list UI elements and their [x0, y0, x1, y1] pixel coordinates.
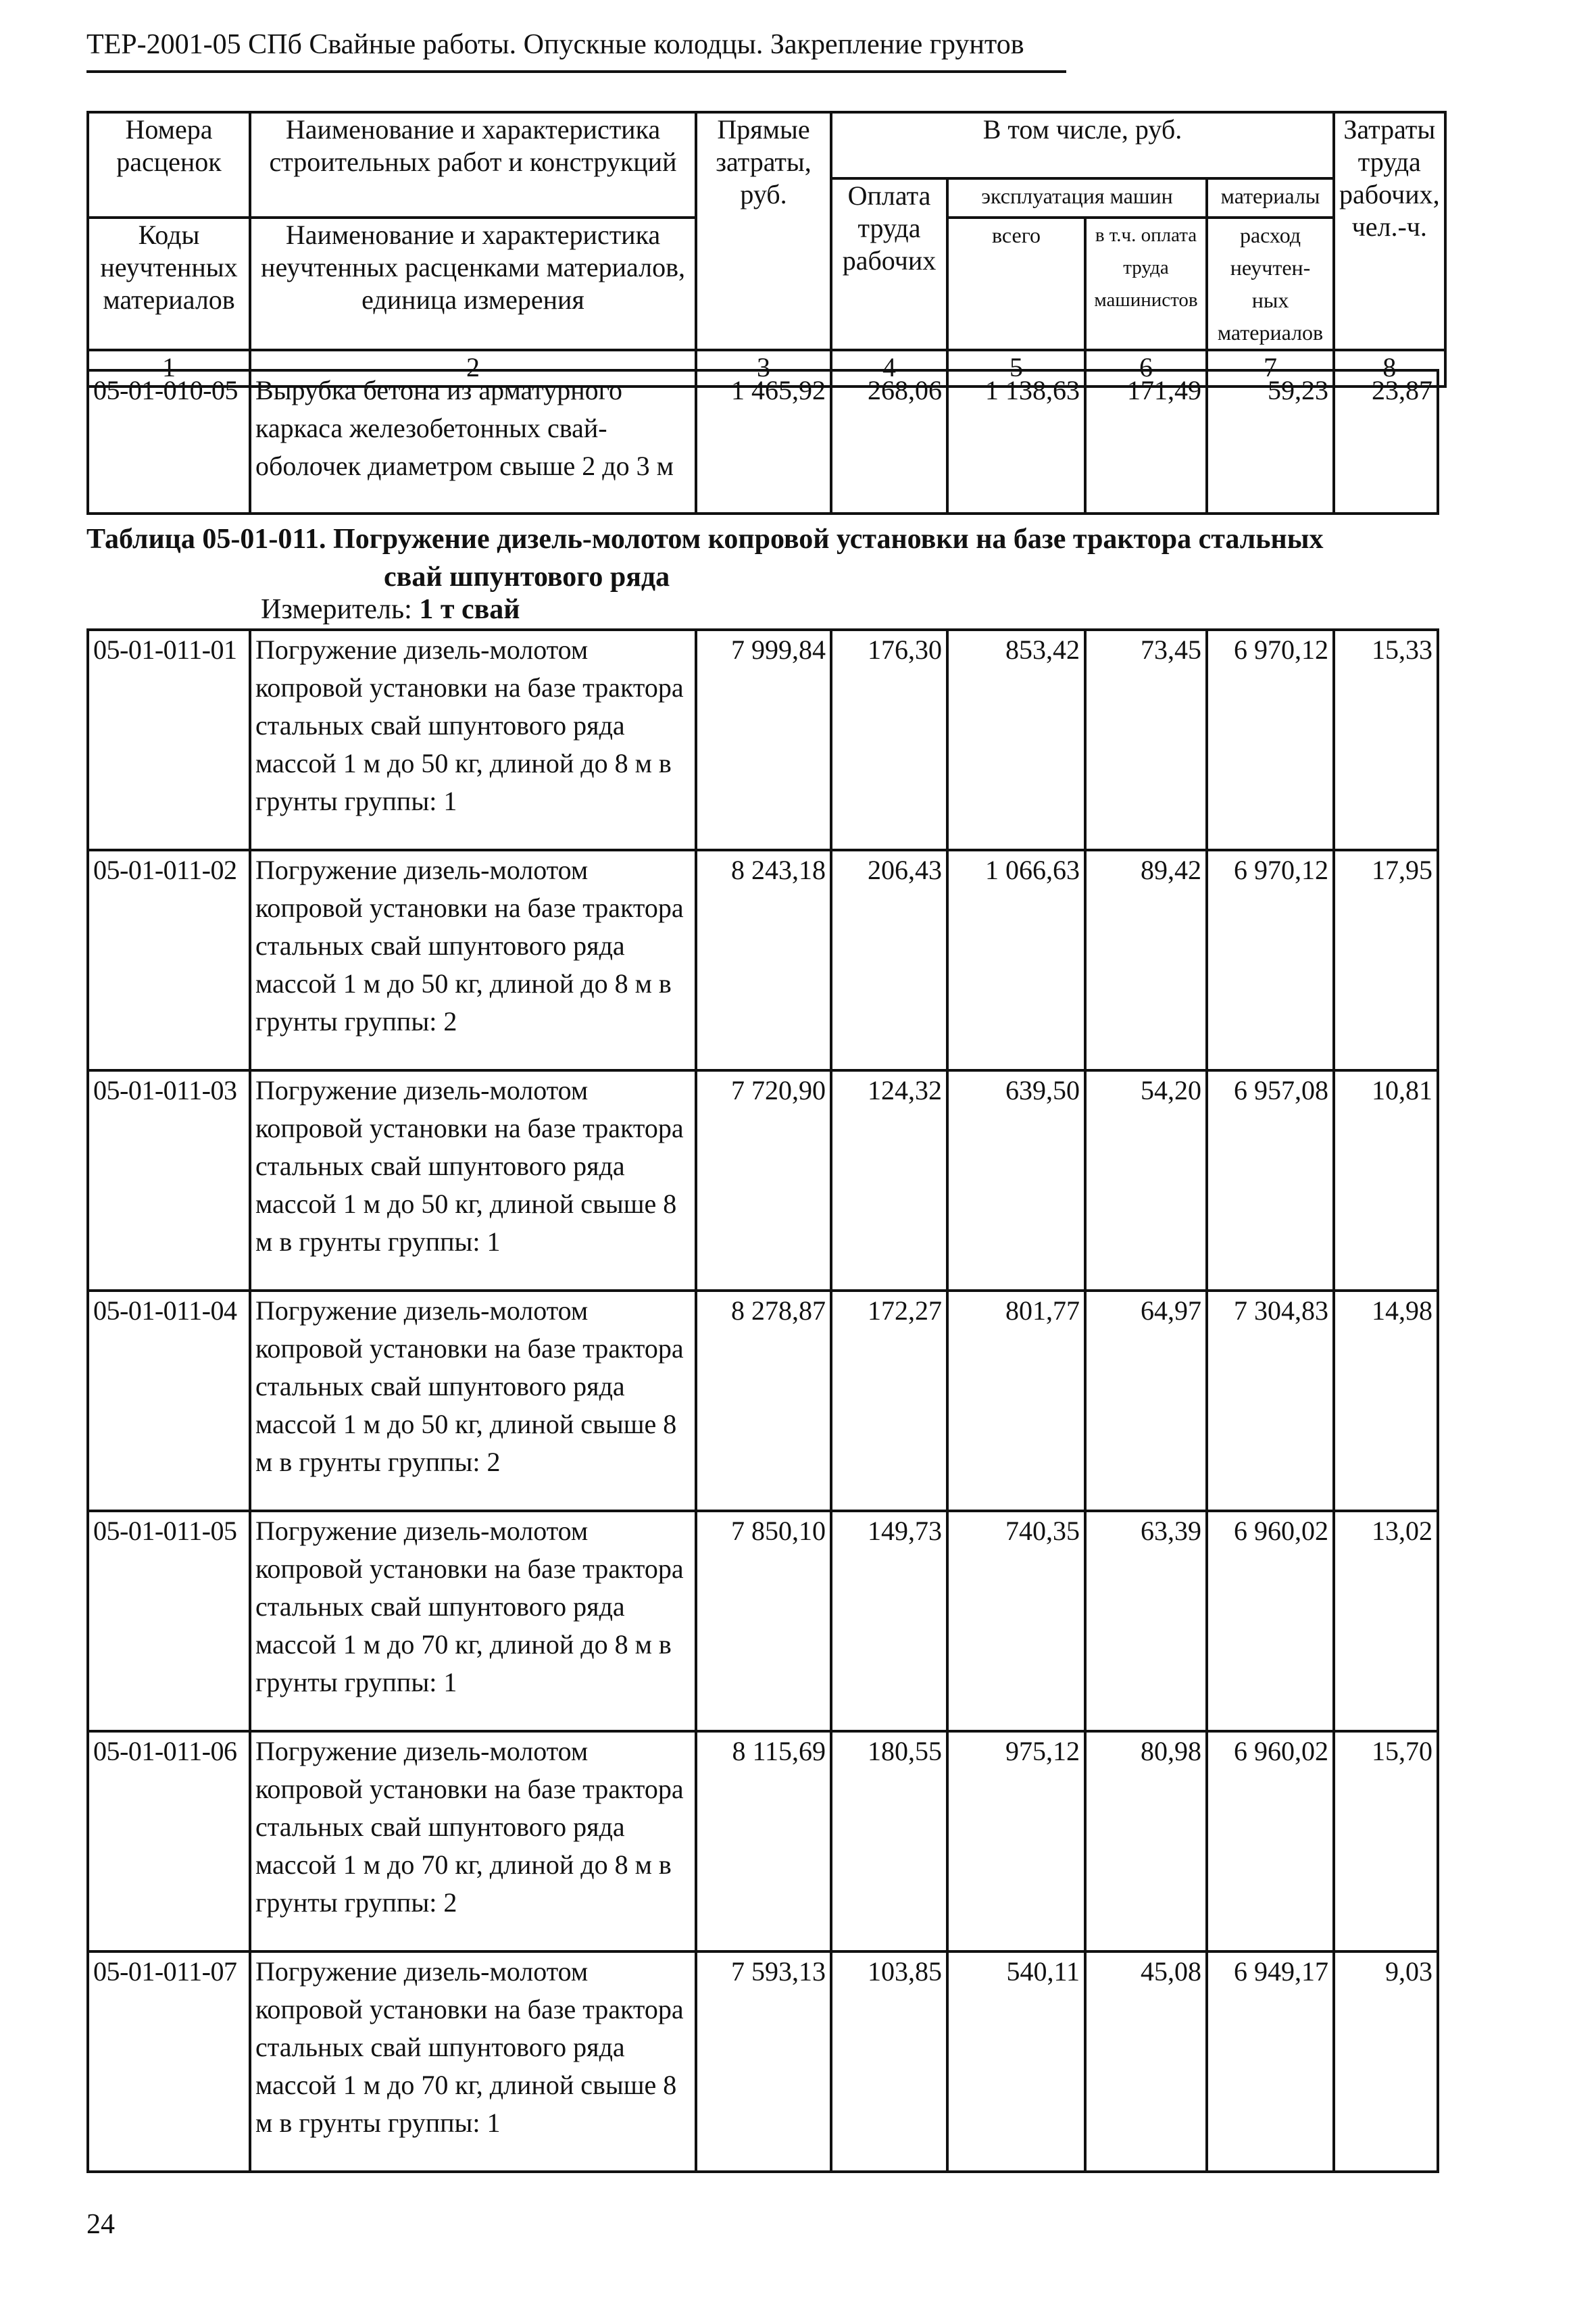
- rate-description: Погружение дизель-молотом копровой установки на базе трактора стальных свай шпунтового ряда массой 1 м до 50 кг, длиной до 8 м в грунты группы: 2: [250, 850, 696, 1070]
- rate-description: Погружение дизель-молотом копровой установки на базе трактора стальных свай шпунтового ряда массой 1 м до 70 кг, длиной до 8 м в грунты группы: 2: [250, 1731, 696, 1951]
- materials-value: 59,23: [1207, 370, 1334, 514]
- labor-value: 15,70: [1334, 1731, 1438, 1951]
- direct-costs-value: 8 278,87: [696, 1291, 831, 1511]
- direct-costs-value: 8 115,69: [696, 1731, 831, 1951]
- machinist-wages-value: 89,42: [1085, 850, 1207, 1070]
- direct-costs-value: 8 243,18: [696, 850, 831, 1070]
- materials-value: 6 960,02: [1207, 1731, 1334, 1951]
- materials-value: 6 970,12: [1207, 630, 1334, 850]
- labor-value: 9,03: [1334, 1951, 1438, 2172]
- materials-value: 7 304,83: [1207, 1291, 1334, 1511]
- page-number: 24: [86, 2209, 115, 2240]
- col-num-1: 1: [88, 350, 250, 387]
- direct-costs-value: 7 593,13: [696, 1951, 831, 2172]
- col-machinist-wages: в т.ч. оплата труда машинистов: [1085, 218, 1207, 350]
- machines-value: 1 066,63: [947, 850, 1085, 1070]
- machinist-wages-value: 63,39: [1085, 1511, 1207, 1731]
- table-title-line2: свай шпунтового ряда: [384, 562, 670, 593]
- rate-code: 05-01-011-05: [88, 1511, 250, 1731]
- col-machines: эксплуатация машин: [947, 178, 1207, 218]
- machinist-wages-value: 54,20: [1085, 1070, 1207, 1291]
- col-num-4: 4: [831, 350, 947, 387]
- rate-description: Вырубка бетона из арматурного каркаса железобетонных свай-оболочек диаметром свыше 2 до 3 м: [250, 370, 696, 514]
- machines-value: 975,12: [947, 1731, 1085, 1951]
- col-materials-unaccounted: расход неучтен-ных материалов: [1207, 218, 1334, 350]
- materials-value: 6 960,02: [1207, 1511, 1334, 1731]
- rate-code: 05-01-011-06: [88, 1731, 250, 1951]
- table-row: [88, 1070, 1438, 1291]
- col-num-3: 3: [696, 350, 831, 387]
- wages-value: 103,85: [831, 1951, 947, 2172]
- rate-description: Погружение дизель-молотом копровой установки на базе трактора стальных свай шпунтового ряда массой 1 м до 70 кг, длиной до 8 м в грунты группы: 1: [250, 1511, 696, 1731]
- rate-code: 05-01-011-04: [88, 1291, 250, 1511]
- col-direct-costs: Прямые затраты, руб.: [696, 112, 831, 350]
- col-codes-materials: Коды неучтенных материалов: [88, 218, 250, 350]
- machines-value: 740,35: [947, 1511, 1085, 1731]
- machinist-wages-value: 64,97: [1085, 1291, 1207, 1511]
- document-header: ТЕР-2001-05 СПб Свайные работы. Опускные колодцы. Закрепление грунтов: [86, 27, 1066, 73]
- col-num-5: 5: [947, 350, 1085, 387]
- rate-code: 05-01-010-05: [88, 370, 250, 514]
- machines-value: 801,77: [947, 1291, 1085, 1511]
- table-row: [88, 850, 1438, 1070]
- machines-value: 540,11: [947, 1951, 1085, 2172]
- wages-value: 180,55: [831, 1731, 947, 1951]
- col-name-materials: Наименование и характеристика неучтенных расценками материалов, единица измерения: [250, 218, 696, 350]
- table-title-line1: Таблица 05-01-011. Погружение дизель-молотом копровой установки на базе трактора стальных: [86, 524, 1324, 555]
- wages-value: 149,73: [831, 1511, 947, 1731]
- col-num-6: 6: [1085, 350, 1207, 387]
- wages-value: 172,27: [831, 1291, 947, 1511]
- materials-value: 6 970,12: [1207, 850, 1334, 1070]
- direct-costs-value: 7 850,10: [696, 1511, 831, 1731]
- materials-value: 6 957,08: [1207, 1070, 1334, 1291]
- col-materials: материалы: [1207, 178, 1334, 218]
- labor-value: 10,81: [1334, 1070, 1438, 1291]
- table-row: [88, 630, 1438, 850]
- machinist-wages-value: 171,49: [1085, 370, 1207, 514]
- col-num-8: 8: [1334, 350, 1445, 387]
- table-title: [86, 520, 1370, 596]
- machines-value: 853,42: [947, 630, 1085, 850]
- previous-rate-table: [86, 369, 1439, 515]
- labor-value: 23,87: [1334, 370, 1438, 514]
- machinist-wages-value: 45,08: [1085, 1951, 1207, 2172]
- rate-code: 05-01-011-03: [88, 1070, 250, 1291]
- column-header-table: [86, 111, 1447, 388]
- labor-value: 13,02: [1334, 1511, 1438, 1731]
- col-wages: Оплата труда рабочих: [831, 178, 947, 350]
- col-including: В том числе, руб.: [831, 112, 1334, 178]
- direct-costs-value: 7 999,84: [696, 630, 831, 850]
- rate-description: Погружение дизель-молотом копровой установки на базе трактора стальных свай шпунтового ряда массой 1 м до 50 кг, длиной свыше 8 м в грунты группы: 2: [250, 1291, 696, 1511]
- rates-table: [86, 628, 1439, 2173]
- table-row: [88, 1731, 1438, 1951]
- rate-code: 05-01-011-02: [88, 850, 250, 1070]
- wages-value: 176,30: [831, 630, 947, 850]
- col-name-works: Наименование и характеристика строительных работ и конструкций: [250, 112, 696, 178]
- rate-description: Погружение дизель-молотом копровой установки на базе трактора стальных свай шпунтового ряда массой 1 м до 70 кг, длиной свыше 8 м в грунты группы: 1: [250, 1951, 696, 2172]
- materials-value: 6 949,17: [1207, 1951, 1334, 2172]
- machinist-wages-value: 73,45: [1085, 630, 1207, 850]
- machines-value: 1 138,63: [947, 370, 1085, 514]
- labor-value: 17,95: [1334, 850, 1438, 1070]
- unit-value: 1 т свай: [419, 594, 520, 625]
- wages-value: 268,06: [831, 370, 947, 514]
- table-row: [88, 1511, 1438, 1731]
- unit-label: Измеритель:: [261, 594, 412, 625]
- col-num-7: 7: [1207, 350, 1334, 387]
- rate-code: 05-01-011-07: [88, 1951, 250, 2172]
- col-machines-total: всего: [947, 218, 1085, 350]
- col-labor: Затраты труда рабочих, чел.-ч.: [1334, 112, 1445, 350]
- wages-value: 206,43: [831, 850, 947, 1070]
- wages-value: 124,32: [831, 1070, 947, 1291]
- labor-value: 14,98: [1334, 1291, 1438, 1511]
- rate-description: Погружение дизель-молотом копровой установки на базе трактора стальных свай шпунтового ряда массой 1 м до 50 кг, длиной свыше 8 м в грунты группы: 1: [250, 1070, 696, 1291]
- unit-of-measure: [261, 592, 520, 627]
- labor-value: 15,33: [1334, 630, 1438, 850]
- col-num-2: 2: [250, 350, 696, 387]
- rate-code: 05-01-011-01: [88, 630, 250, 850]
- rate-description: Погружение дизель-молотом копровой установки на базе трактора стальных свай шпунтового ряда массой 1 м до 50 кг, длиной до 8 м в грунты группы: 1: [250, 630, 696, 850]
- machinist-wages-value: 80,98: [1085, 1731, 1207, 1951]
- table-row: [88, 1291, 1438, 1511]
- table-row: [88, 1951, 1438, 2172]
- direct-costs-value: 1 465,92: [696, 370, 831, 514]
- table-row: [88, 370, 1438, 514]
- direct-costs-value: 7 720,90: [696, 1070, 831, 1291]
- col-rates-number: Номера расценок: [88, 112, 250, 178]
- machines-value: 639,50: [947, 1070, 1085, 1291]
